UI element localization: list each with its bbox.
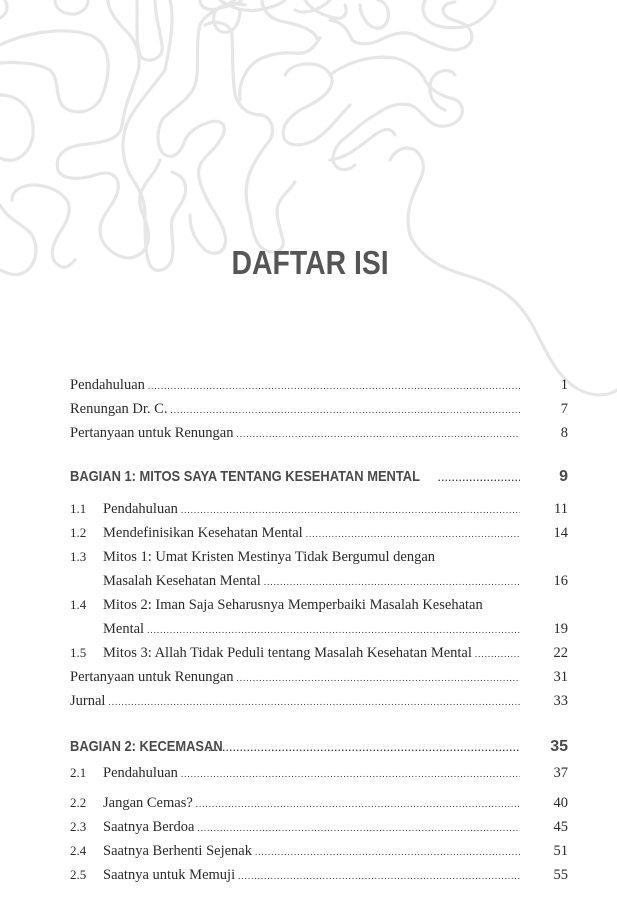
dot-leader [170, 398, 520, 422]
toc-entry[interactable] [70, 397, 568, 421]
dot-leader [264, 570, 520, 594]
toc-page-number: 31 [553, 669, 568, 685]
toc-section-part1[interactable] [70, 463, 568, 491]
toc-entry-label: Jangan Cemas? [103, 795, 193, 811]
toc-entry-number: 2.4 [70, 843, 87, 858]
toc-entry[interactable] [70, 863, 568, 887]
toc-page-number: 8 [560, 425, 568, 441]
toc-entry-continuation[interactable] [70, 617, 568, 641]
dot-leader [108, 690, 520, 714]
toc-entry-number: 2.2 [70, 795, 87, 810]
toc-entry[interactable] [70, 421, 568, 445]
toc-page-number: 9 [559, 468, 568, 485]
dot-leader [255, 840, 520, 864]
toc-page-number: 14 [553, 525, 568, 541]
toc-entry-label: Mitos 1: Umat Kristen Mestinya Tidak Bergumul dengan [103, 549, 436, 565]
toc-entry-number: 1.1 [70, 501, 87, 516]
toc-entry[interactable] [70, 521, 568, 545]
toc-entry[interactable] [70, 545, 568, 569]
toc-entry-label: Pendahuluan [70, 377, 145, 393]
dot-leader [237, 422, 521, 446]
toc-entry-number: 1.4 [70, 597, 87, 612]
toc-entry-label: Pendahuluan [103, 501, 178, 517]
dot-leader [181, 762, 520, 786]
table-of-contents [70, 373, 568, 887]
toc-section-part2[interactable] [70, 733, 568, 761]
dot-leader [197, 816, 520, 840]
toc-entry[interactable] [70, 497, 568, 521]
toc-page-number: 37 [553, 765, 568, 781]
dot-leader [181, 498, 520, 522]
toc-page-number: 22 [553, 645, 568, 661]
dot-leader [438, 464, 520, 492]
dot-leader [237, 666, 521, 690]
toc-page-number: 1 [560, 377, 568, 393]
toc-entry-number: 2.1 [70, 765, 87, 780]
toc-entry-label: Saatnya Berhenti Sejenak [103, 843, 252, 859]
toc-entry[interactable] [70, 791, 568, 815]
dot-leader [306, 522, 520, 546]
dot-leader [148, 374, 520, 398]
toc-page-number: 40 [553, 795, 568, 811]
toc-entry[interactable] [70, 373, 568, 397]
toc-page-number: 55 [553, 867, 568, 883]
page-title: DAFTAR ISI [231, 244, 389, 281]
toc-entry-label: Pendahuluan [103, 765, 178, 781]
dot-leader [209, 734, 520, 762]
toc-entry-continuation[interactable] [70, 569, 568, 593]
toc-page-number: 35 [550, 738, 568, 755]
toc-entry-label: Pertanyaan untuk Renungan [70, 669, 234, 685]
toc-entry-label: Jurnal [70, 693, 106, 709]
toc-entry-number: 1.3 [70, 549, 87, 564]
toc-entry[interactable] [70, 593, 568, 617]
toc-entry-label: Renungan Dr. C. [70, 401, 168, 417]
toc-entry-number: 2.5 [70, 867, 87, 882]
toc-entry-label: Mental [103, 621, 145, 637]
dot-leader [147, 618, 520, 642]
toc-page-number: 7 [560, 401, 568, 417]
toc-page-number: 45 [553, 819, 568, 835]
toc-entry[interactable] [70, 689, 568, 713]
toc-entry-label: Saatnya Berdoa [103, 819, 195, 835]
toc-entry[interactable] [70, 839, 568, 863]
toc-page-number: 16 [553, 573, 568, 589]
toc-page-number: 33 [553, 693, 568, 709]
toc-entry-label: Masalah Kesehatan Mental [103, 573, 261, 589]
toc-entry-number: 1.5 [70, 645, 87, 660]
dot-leader [475, 642, 520, 666]
toc-page-number: 51 [553, 843, 568, 859]
toc-entry-label: Pertanyaan untuk Renungan [70, 425, 234, 441]
toc-entry-number: 2.3 [70, 819, 87, 834]
dot-leader [196, 792, 520, 816]
section-heading: BAGIAN 1: MITOS SAYA TENTANG KESEHATAN MENTAL [70, 468, 421, 485]
toc-entry[interactable] [70, 761, 568, 785]
toc-entry-label: Mitos 2: Iman Saja Seharusnya Memperbaiki Masalah Kesehatan [103, 597, 483, 613]
toc-page-number: 11 [554, 501, 568, 517]
toc-entry-label: Mendefinisikan Kesehatan Mental [103, 525, 303, 541]
toc-entry-label: Saatnya untuk Memuji [103, 867, 236, 883]
toc-entry-label: Mitos 3: Allah Tidak Peduli tentang Masalah Kesehatan Mental [103, 645, 472, 661]
toc-page-number: 19 [553, 621, 568, 637]
toc-entry[interactable] [70, 665, 568, 689]
section-heading: BAGIAN 2: KECEMASAN [70, 738, 223, 755]
toc-entry[interactable] [70, 641, 568, 665]
dot-leader [238, 864, 520, 888]
toc-entry-number: 1.2 [70, 525, 87, 540]
toc-entry[interactable] [70, 815, 568, 839]
